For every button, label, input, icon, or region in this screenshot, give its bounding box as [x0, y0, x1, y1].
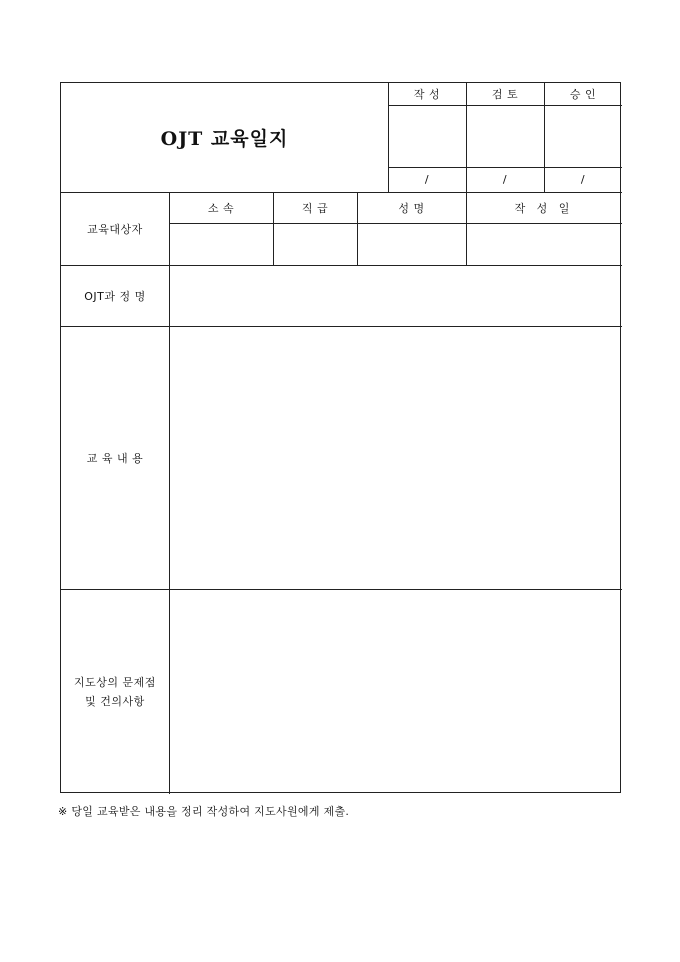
signature-box-review[interactable]	[466, 105, 544, 167]
name-field[interactable]	[357, 223, 466, 265]
approval-date-review[interactable]: /	[502, 173, 508, 186]
ojt-training-log-form	[60, 82, 621, 793]
issues-suggestions-field[interactable]	[169, 589, 622, 794]
column-date-written: 작 성 일	[514, 201, 574, 215]
position-field[interactable]	[273, 223, 357, 265]
department-field[interactable]	[169, 223, 273, 265]
signature-box-draft[interactable]	[388, 105, 466, 167]
trainee-row-label: 교육대상자	[87, 222, 143, 236]
approval-header-draft: 작 성	[413, 88, 441, 101]
approval-date-draft[interactable]: /	[424, 173, 430, 186]
approval-date-approve[interactable]: /	[580, 173, 586, 186]
training-content-label: 교 육 내 용	[86, 451, 144, 465]
column-department: 소 속	[207, 201, 235, 215]
approval-header-review: 검 토	[491, 88, 519, 101]
footer-note: ※ 당일 교육받은 내용을 정리 작성하여 지도사원에게 제출.	[58, 805, 350, 818]
date-written-field[interactable]	[466, 223, 622, 265]
issues-suggestions-label	[61, 589, 169, 794]
course-name-field[interactable]	[169, 265, 622, 326]
signature-box-approve[interactable]	[544, 105, 622, 167]
course-name-label: OJT과 정 명	[84, 289, 146, 303]
column-name: 성 명	[398, 201, 425, 215]
approval-header-approve: 승 인	[569, 88, 597, 101]
form-title: OJT 교육일지	[160, 128, 289, 150]
column-position: 직 급	[301, 201, 329, 215]
issues-label-line1: 지도상의 문제점	[74, 675, 156, 689]
issues-label-line2: 및 건의사항	[85, 694, 145, 708]
training-content-field[interactable]	[169, 326, 622, 589]
